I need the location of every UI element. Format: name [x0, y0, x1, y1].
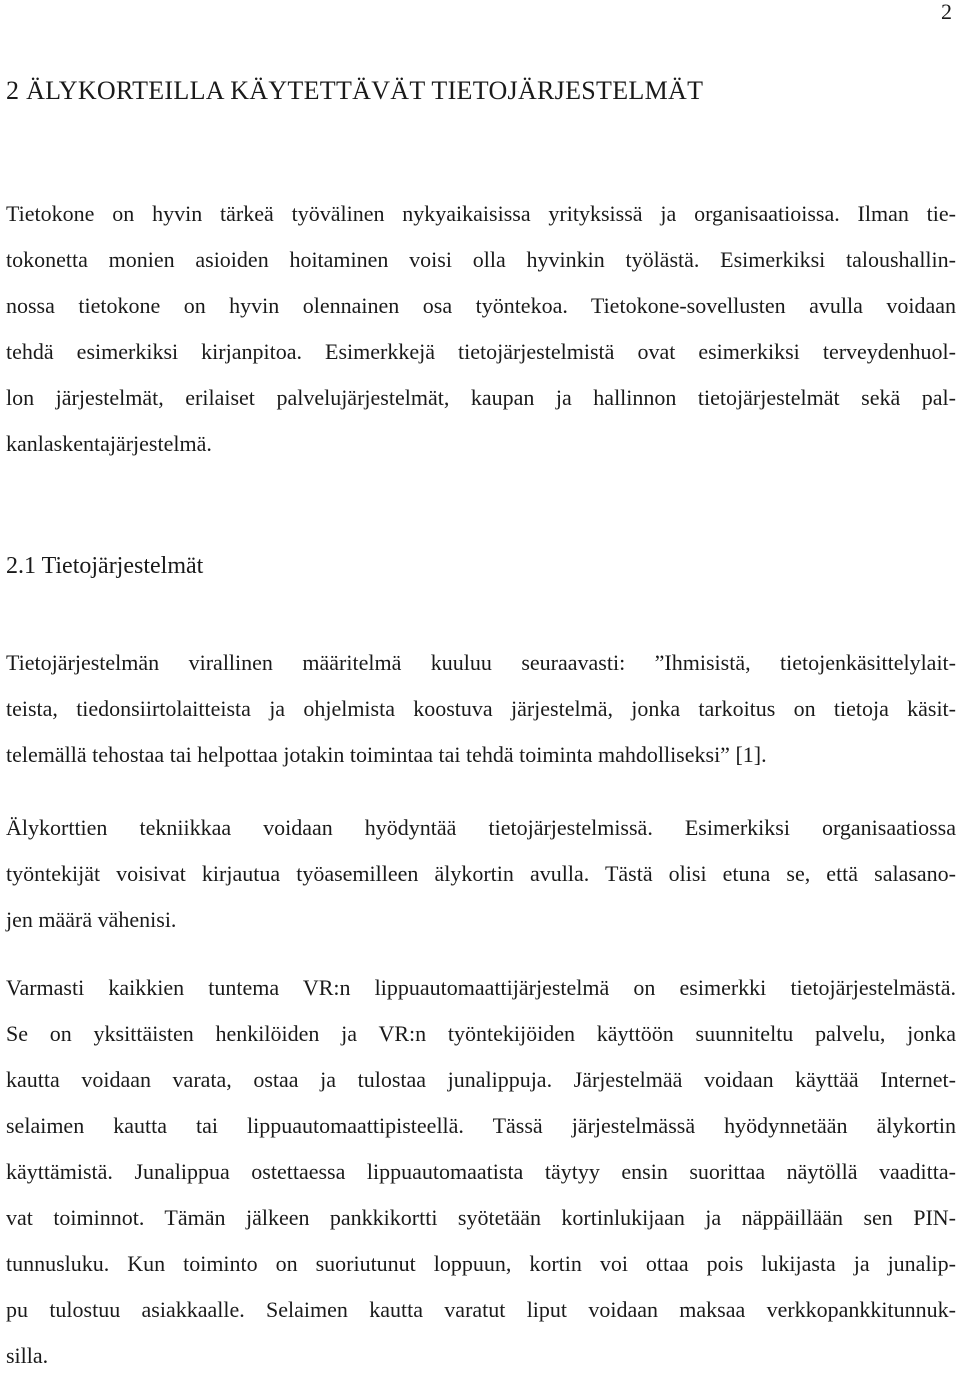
text-line: teista, tiedonsiirtolaitteista ja ohjelmista koostuva järjestelmä, jonka tarkoitus on tietoja käsit- [6, 696, 956, 721]
text-line: selaimen kautta tai lippuautomaattipisteellä. Tässä järjestelmässä hyödynnetään älykortin [6, 1113, 956, 1138]
text-line: pu tulostuu asiakkaalle. Selaimen kautta varatut liput voidaan maksaa verkkopankkitunnuk- [6, 1297, 956, 1322]
paragraph-definition [6, 640, 956, 778]
text-line: kanlaskentajärjestelmä. [6, 431, 212, 456]
text-line: vat toiminnot. Tämän jälkeen pankkikortti syötetään kortinlukijaan ja näppäillään sen PIN- [6, 1205, 956, 1230]
text-line: tunnusluku. Kun toiminto on suoriutunut loppuun, kortin voi ottaa pois lukijasta ja junalip- [6, 1251, 956, 1276]
text-line: Älykorttien tekniikkaa voidaan hyödyntää tietojärjestelmissä. Esimerkiksi organisaatiossa [6, 815, 956, 840]
text-line: käyttämistä. Junalippua ostettaessa lippuautomaatista täytyy ensin suorittaa näytöllä vaaditta- [6, 1159, 956, 1184]
chapter-title: 2 ÄLYKORTEILLA KÄYTETTÄVÄT TIETOJÄRJESTELMÄT [6, 76, 704, 105]
text-line: jen määrä vähenisi. [6, 907, 177, 932]
text-line: nossa tietokone on hyvin olennainen osa työntekoa. Tietokone-sovellusten avulla voidaan [6, 293, 956, 318]
paragraph-intro [6, 191, 956, 467]
text-line: telemällä tehostaa tai helpottaa jotakin toimintaa tai tehdä toiminta mahdolliseksi” [1]. [6, 742, 767, 767]
paragraph-smartcards [6, 805, 956, 943]
text-line: Se on yksittäisten henkilöiden ja VR:n työntekijöiden käyttöön suunniteltu palvelu, jonka [6, 1021, 956, 1046]
section-title: 2.1 Tietojärjestelmät [6, 553, 204, 579]
text-line: Varmasti kaikkien tuntema VR:n lippuautomaattijärjestelmä on esimerkki tietojärjestelmästä. [6, 975, 956, 1000]
text-line: silla. [6, 1343, 49, 1368]
paragraph-vr-example [6, 965, 956, 1379]
text-line: Tietojärjestelmän virallinen määritelmä kuuluu seuraavasti: ”Ihmisistä, tietojenkäsittelylait- [6, 650, 956, 675]
page-number: 2 [941, 0, 952, 24]
text-line: tehdä esimerkiksi kirjanpitoa. Esimerkkejä tietojärjestelmistä ovat esimerkiksi terveydenhuol- [6, 339, 956, 364]
text-line: lon järjestelmät, erilaiset palvelujärjestelmät, kaupan ja hallinnon tietojärjestelmät sekä pal- [6, 385, 956, 410]
text-line: Tietokone on hyvin tärkeä työvälinen nykyaikaisissa yrityksissä ja organisaatioissa. Ilman tie- [6, 201, 956, 226]
text-line: kautta voidaan varata, ostaa ja tulostaa junalippuja. Järjestelmää voidaan käyttää Internet- [6, 1067, 956, 1092]
text-line: tokonetta monien asioiden hoitaminen voisi olla hyvinkin työlästä. Esimerkiksi taloushallin- [6, 247, 956, 272]
text-line: työntekijät voisivat kirjautua työasemilleen älykortin avulla. Tästä olisi etuna se, että salasano- [6, 861, 956, 886]
